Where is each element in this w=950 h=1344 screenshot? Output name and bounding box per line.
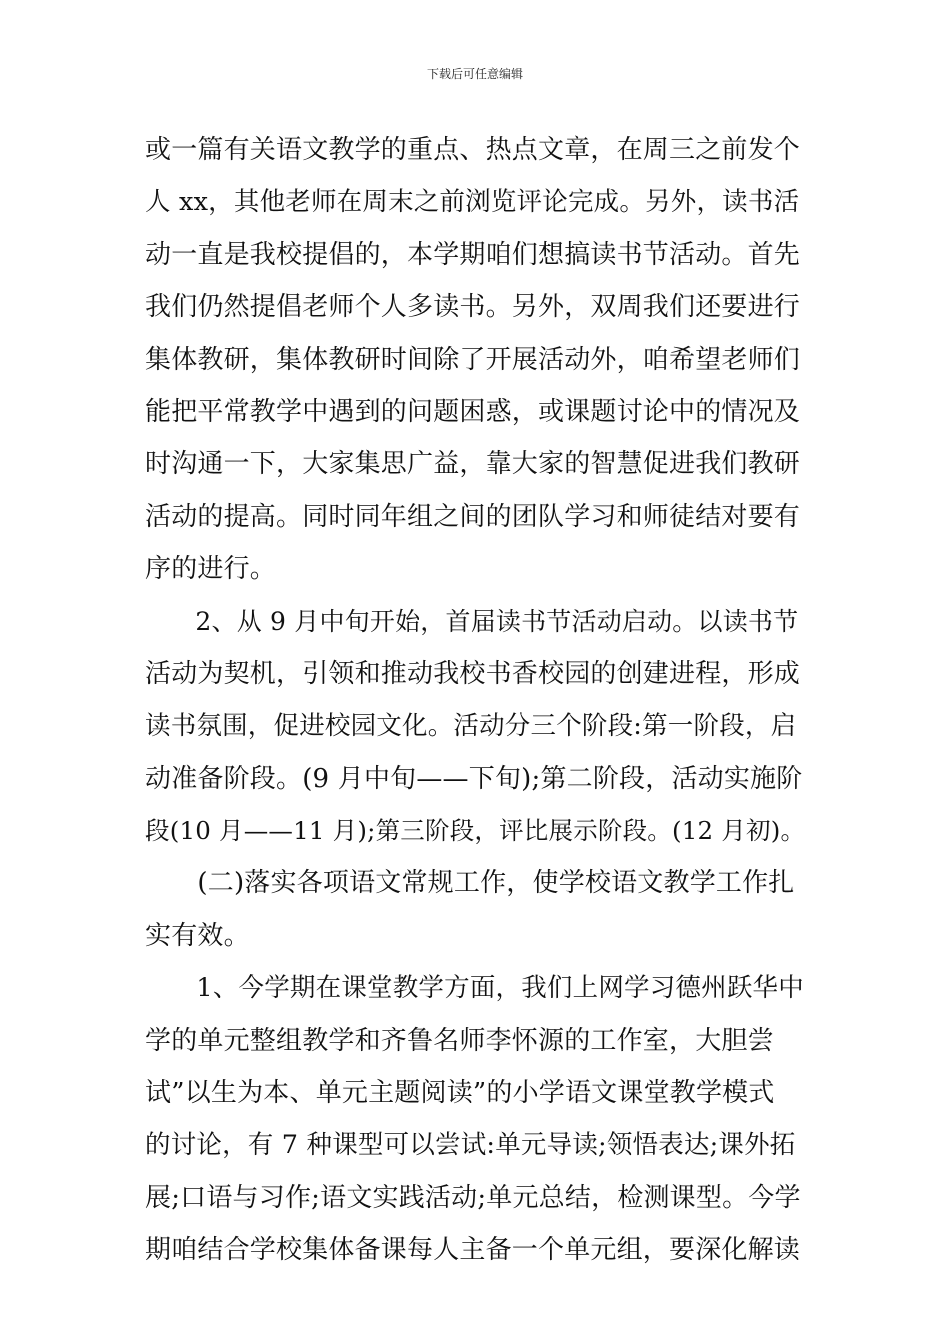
text-line: 动一直是我校提倡的，本学期咱们想搞读书节活动。首先 (145, 239, 801, 270)
text-line: 2、从 9 月中旬开始，首届读书节活动启动。以读书节 (145, 606, 799, 636)
text-line: 实有效。 (145, 920, 250, 951)
text-line: 读书氛围，促进校园文化。活动分三个阶段:第一阶段，启 (145, 711, 797, 742)
text-line: 我们仍然提倡老师个人多读书。另外，双周我们还要进行 (145, 292, 801, 323)
text-line: 或一篇有关语文教学的重点、热点文章，在周三之前发个 (145, 135, 801, 165)
page-header: 下载后可任意编辑 (426, 67, 523, 81)
text-line: 期咱结合学校集体备课每人主备一个单元组，要深化解读 (145, 1235, 801, 1266)
text-line: 的讨论，有 7 种课型可以尝试:单元导读;领悟表达;课外拓 (145, 1130, 796, 1161)
text-line: 集体教研，集体教研时间除了开展活动外，咱希望老师们 (145, 344, 801, 375)
text-line: 段(10 月——11 月);第三阶段，评比展示阶段。(12 月初)。 (145, 816, 806, 846)
text-line: 学的单元整组教学和齐鲁名师李怀源的工作室，大胆尝 (145, 1025, 774, 1056)
text-line: 试”以生为本、单元主题阅读”的小学语文课堂教学模式 (145, 1078, 775, 1109)
text-line: (二)落实各项语文常规工作，使学校语文教学工作扎 (145, 868, 795, 899)
text-line: 活动的提高。同时同年组之间的团队学习和师徒结对要有 (145, 501, 801, 532)
text-line: 动准备阶段。(9 月中旬——下旬);第二阶段，活动实施阶 (145, 763, 803, 794)
text-line: 活动为契机，引领和推动我校书香校园的创建进程，形成 (145, 658, 801, 689)
text-line: 人 xx，其他老师在周末之前浏览评论完成。另外，读书活 (145, 187, 800, 218)
text-line: 序的进行。 (145, 554, 277, 585)
text-line: 展;口语与习作;语文实践活动;单元总结，检测课型。今学 (145, 1182, 801, 1213)
text-line: 能把平常教学中遇到的问题困惑，或课题讨论中的情况及 (145, 396, 801, 427)
document-body (145, 124, 807, 1277)
text-line: 1、今学期在课堂教学方面，我们上网学习德州跃华中 (145, 973, 804, 1004)
text-line: 时沟通一下，大家集思广益，靠大家的智慧促进我们教研 (145, 449, 801, 480)
